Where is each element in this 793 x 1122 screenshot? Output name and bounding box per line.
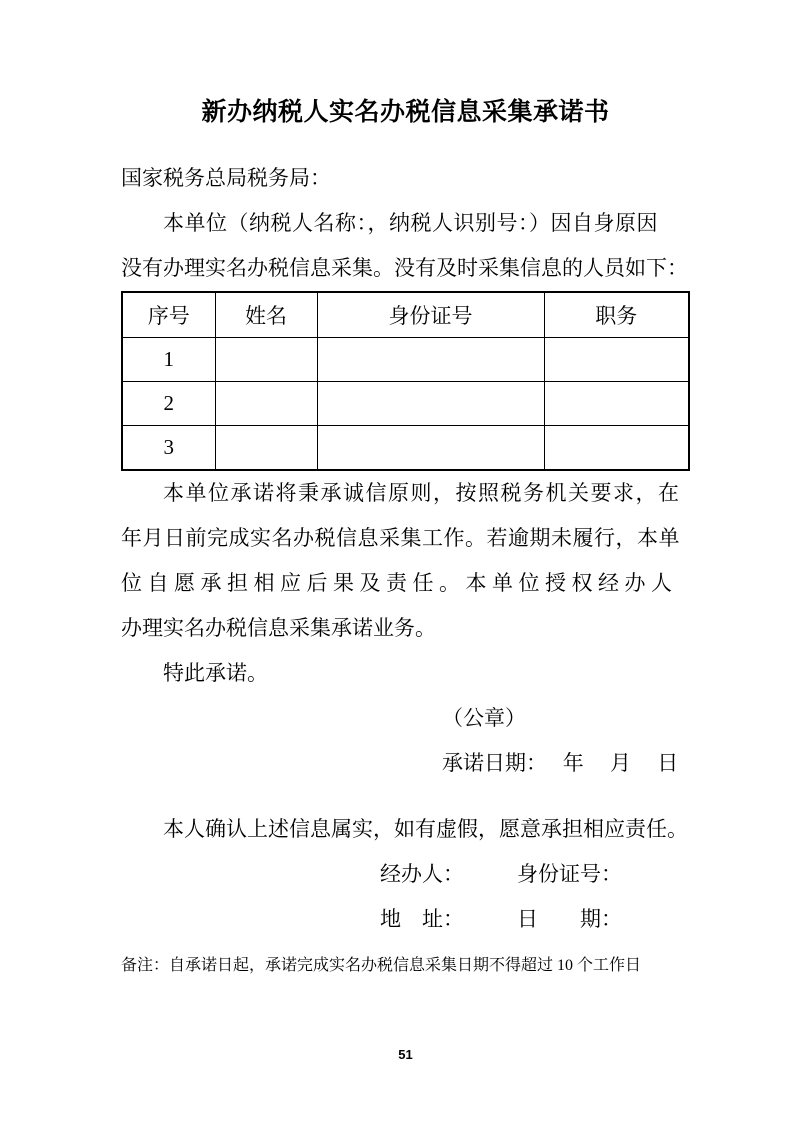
cell-id-3	[317, 426, 544, 471]
cell-name-2	[215, 382, 317, 426]
header-duty: 职务	[544, 292, 689, 338]
table-header-row	[122, 292, 689, 338]
cell-id-1	[317, 338, 544, 382]
operator-signature-row	[380, 852, 690, 897]
header-name: 姓名	[215, 292, 317, 338]
cell-name-1	[215, 338, 317, 382]
address-date-row	[380, 897, 690, 942]
commitment-line-1: 本单位承诺将秉承诚信原则，按照税务机关要求，在	[163, 481, 681, 505]
seal-and-date-block	[442, 696, 690, 786]
commitment-line-4: 办理实名办税信息采集承诺业务。	[121, 616, 436, 640]
commitment-line-2: 年月日前完成实名办税信息采集工作。若逾期未履行，本单	[121, 526, 680, 550]
table-row	[122, 382, 689, 426]
closing-statement: 特此承诺。	[163, 661, 268, 685]
cell-serial-2: 2	[122, 382, 215, 426]
operator-id-label: 身份证号：	[517, 862, 622, 886]
commitment-date-line: 承诺日期： 年 月 日	[442, 751, 679, 775]
intro-paragraph	[121, 201, 690, 291]
header-serial-number: 序号	[122, 292, 215, 338]
cell-serial-3: 3	[122, 426, 215, 471]
operator-label: 经办人：	[380, 862, 464, 886]
confirmation-statement: 本人确认上述信息属实，如有虚假，愿意承担相应责任。	[163, 817, 688, 841]
intro-line-2: 没有办理实名办税信息采集。没有及时采集信息的人员如下：	[121, 256, 688, 280]
table-row	[122, 426, 689, 471]
document-title: 新办纳税人实名办税信息采集承诺书	[201, 98, 610, 126]
header-id-number: 身份证号	[317, 292, 544, 338]
cell-duty-3	[544, 426, 689, 471]
cell-serial-1: 1	[122, 338, 215, 382]
commitment-paragraph	[121, 471, 690, 651]
commitment-line-3: 位自愿承担相应后果及责任。本单位授权经办人	[121, 571, 678, 595]
sign-date-label: 日 期：	[517, 907, 622, 931]
table-row	[122, 338, 689, 382]
address-label: 地 址：	[380, 907, 464, 931]
seal-placeholder: （公章）	[442, 706, 526, 730]
intro-line-1: 本单位（纳税人名称：，纳税人识别号：）因自身原因	[163, 211, 658, 235]
cell-duty-1	[544, 338, 689, 382]
cell-name-3	[215, 426, 317, 471]
page-number: 51	[398, 1047, 413, 1062]
salutation: 国家税务总局税务局：	[121, 166, 331, 190]
remark-note: 备注：自承诺日起，承诺完成实名办税信息采集日期不得超过 10 个工作日	[121, 957, 642, 974]
personnel-table	[121, 291, 690, 471]
cell-duty-2	[544, 382, 689, 426]
cell-id-2	[317, 382, 544, 426]
